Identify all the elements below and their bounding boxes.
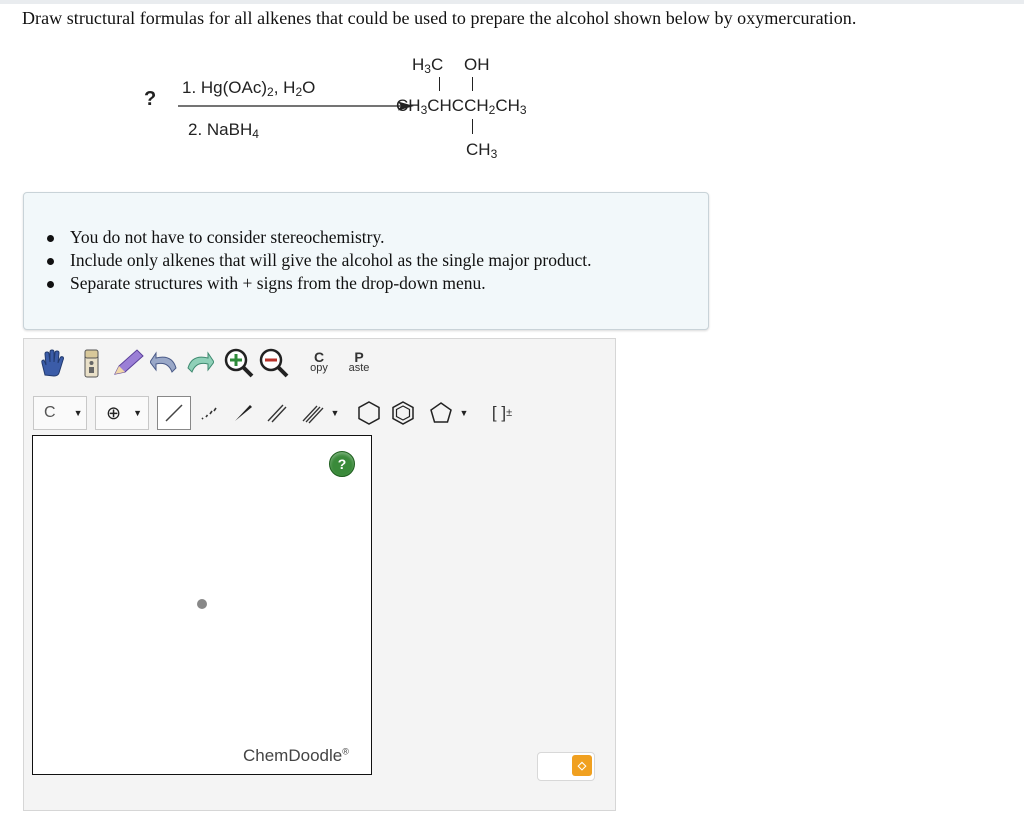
- chevron-down-icon: ▼: [459, 408, 469, 418]
- plus-circle-icon: ⊕: [106, 402, 122, 423]
- chevron-down-icon: ▼: [133, 408, 143, 418]
- instructions-panel: [23, 192, 709, 330]
- product-h3c: $H_3C$: [412, 55, 444, 76]
- triple-bond-icon: [301, 401, 325, 425]
- pencil-icon[interactable]: [110, 346, 146, 380]
- bond-oh: [472, 77, 473, 91]
- zoom-out-icon[interactable]: [258, 346, 290, 380]
- reagent-step-1: 1. $Hg(OAc)_2$, $H_2O$: [182, 78, 316, 99]
- bond-methyl-top: [439, 77, 440, 91]
- cursor-dot: [197, 599, 207, 609]
- product-ch3-bottom: $CH_3$: [466, 140, 498, 161]
- paste-letter: P: [354, 349, 364, 365]
- instruction-item: Include only alkenes that will give the alcohol as the single major product.: [70, 250, 591, 273]
- instruction-item: Separate structures with + signs from the drop-down menu.: [70, 273, 591, 296]
- reaction-arrow: [178, 100, 414, 112]
- benzene-button[interactable]: [386, 396, 420, 430]
- bracket-label: [ ]: [491, 403, 507, 422]
- undo-icon[interactable]: [150, 346, 180, 380]
- element-dropdown[interactable]: [33, 396, 87, 430]
- hashed-bond-button[interactable]: [194, 396, 224, 430]
- reactant-unknown: ?: [144, 88, 157, 110]
- hand-icon[interactable]: [34, 346, 68, 380]
- bond-methyl-bottom: [472, 119, 473, 134]
- product-main-chain: $CH_3CHCCH_2CH_3$: [396, 96, 527, 117]
- copy-letter: C: [313, 349, 325, 365]
- charge-dropdown[interactable]: [95, 396, 149, 430]
- product-oh: OH: [464, 55, 490, 74]
- instruction-item: You do not have to consider stereochemistry.: [70, 227, 591, 250]
- hexagon-icon: [356, 400, 382, 426]
- reaction-scheme: [140, 50, 580, 180]
- wedge-bond-button[interactable]: [228, 396, 258, 430]
- wedge-bond-icon: [231, 401, 255, 425]
- hashed-bond-icon: [197, 401, 221, 425]
- help-button[interactable]: ?: [329, 451, 355, 477]
- bracket-button[interactable]: [482, 396, 522, 430]
- copy-label: opy: [310, 362, 328, 374]
- element-label: C: [44, 404, 56, 421]
- cyclopentane-dropdown[interactable]: [420, 396, 476, 430]
- chevron-down-icon: ▼: [330, 408, 340, 418]
- eraser-icon[interactable]: [74, 346, 108, 380]
- top-strip: [0, 0, 1024, 4]
- copy-button[interactable]: [302, 346, 336, 380]
- paste-label: aste: [348, 362, 370, 374]
- chevron-updown-icon: ◇: [572, 755, 592, 776]
- benzene-icon: [390, 400, 416, 426]
- triple-bond-dropdown[interactable]: [296, 396, 344, 430]
- chevron-down-icon: ▼: [73, 408, 83, 418]
- pentagon-icon: [428, 400, 454, 426]
- double-bond-button[interactable]: [262, 396, 292, 430]
- bracket-charge-label: ±: [506, 407, 513, 419]
- single-bond-icon: [162, 401, 186, 425]
- answer-select[interactable]: [537, 752, 595, 781]
- question-text: Draw structural formulas for all alkenes that could be used to prepare the alcohol shown below by oxymercuration.: [22, 8, 857, 28]
- paste-button[interactable]: [342, 346, 376, 380]
- chemdoodle-logo: ChemDoodle®: [243, 746, 349, 765]
- double-bond-icon: [265, 401, 289, 425]
- reagent-step-2: 2. NaBH$_4$: [188, 120, 259, 141]
- zoom-in-icon[interactable]: [223, 346, 255, 380]
- cyclohexane-button[interactable]: [352, 396, 386, 430]
- single-bond-button[interactable]: [157, 396, 191, 430]
- redo-icon[interactable]: [184, 346, 214, 380]
